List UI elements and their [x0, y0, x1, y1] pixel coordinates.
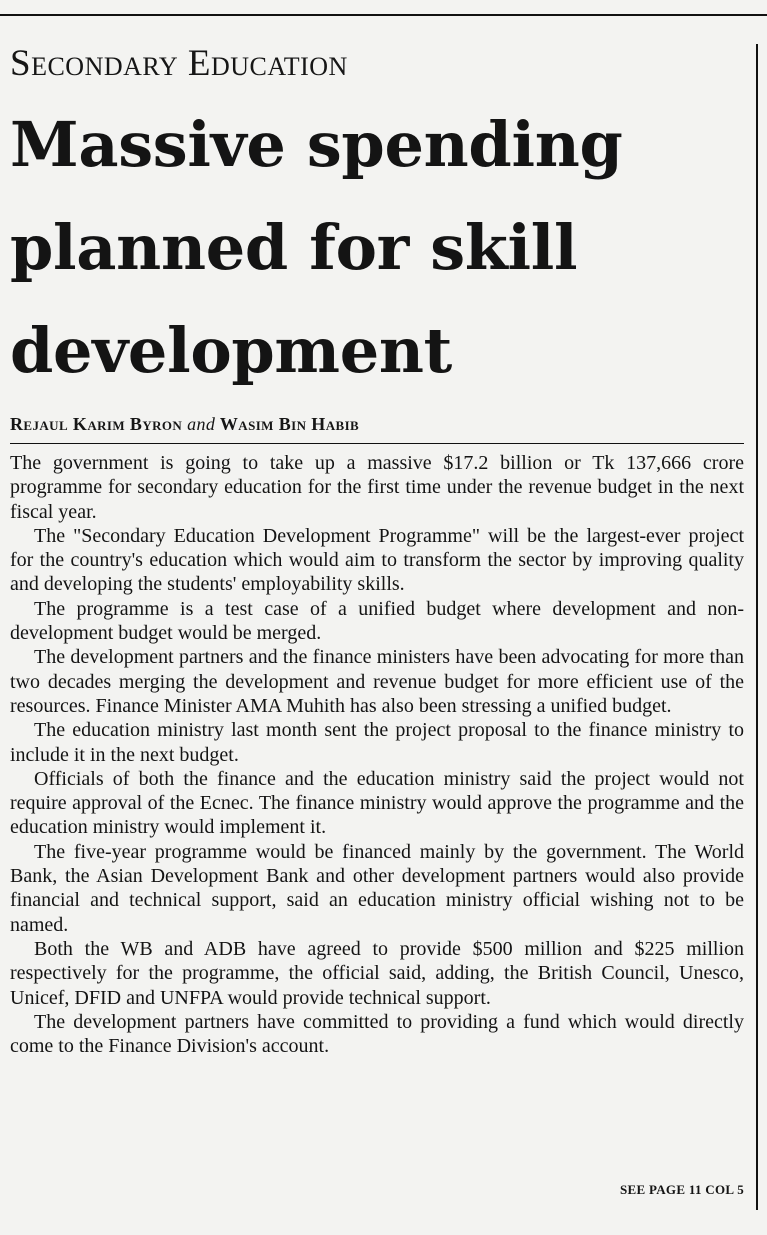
byline [10, 411, 359, 437]
article-paragraph: The government is going to take up a massive $17.2 billion or Tk 137,666 crore programme for secondary education for the first time under the revenue budget in the next fiscal year. [10, 452, 744, 523]
headline-line: Massive spending [10, 108, 623, 181]
headline [10, 93, 754, 402]
byline-author: Wasim Bin Habib [219, 414, 360, 434]
byline-author: Rejaul Karim Byron [10, 414, 183, 434]
column-rule [756, 44, 758, 1210]
article-paragraph: Officials of both the finance and the education ministry said the project would not require approval of the Ecnec. The finance ministry would approve the programme and the education ministry would implement it. [10, 767, 744, 839]
article-body [10, 451, 744, 1058]
article-paragraph: Both the WB and ADB have agreed to provide $500 million and $225 million respectively for the programme, the official said, adding, the British Council, Unesco, Unicef, DFID and UNFPA would provide technical support. [10, 937, 744, 1009]
article-paragraph: The development partners and the finance ministers have been advocating for more than two decades merging the development and revenue budget for more efficient use of the resources. Finance Minister AMA Muhith has also been stressing a unified budget. [10, 646, 744, 717]
byline-conjunction: and [187, 414, 216, 434]
article-paragraph: The "Secondary Education Development Programme" will be the largest-ever project for the country's education which would aim to transform the sector by improving quality and developing the students' employability skills. [10, 524, 744, 596]
continuation-note: SEE PAGE 11 COL 5 [619, 1182, 744, 1197]
article-paragraph: The programme is a test case of a unified budget where development and non-development budget would be merged. [10, 597, 744, 645]
section-kicker: Secondary Education [10, 43, 348, 84]
article-paragraph: The development partners have committed to providing a fund which would directly come to the Finance Division's account. [10, 1010, 744, 1058]
article-paragraph: The five-year programme would be financed mainly by the government. The World Bank, the Asian Development Bank and other development partners would also provide financial and technical support, said an education ministry official wishing not to be named. [10, 840, 744, 936]
byline-rule [10, 443, 744, 444]
headline-line: development [10, 314, 452, 387]
headline-line: planned for skill [10, 211, 578, 284]
top-rule [0, 14, 767, 16]
article-paragraph: The education ministry last month sent the project proposal to the finance ministry to include it in the next budget. [10, 719, 744, 766]
